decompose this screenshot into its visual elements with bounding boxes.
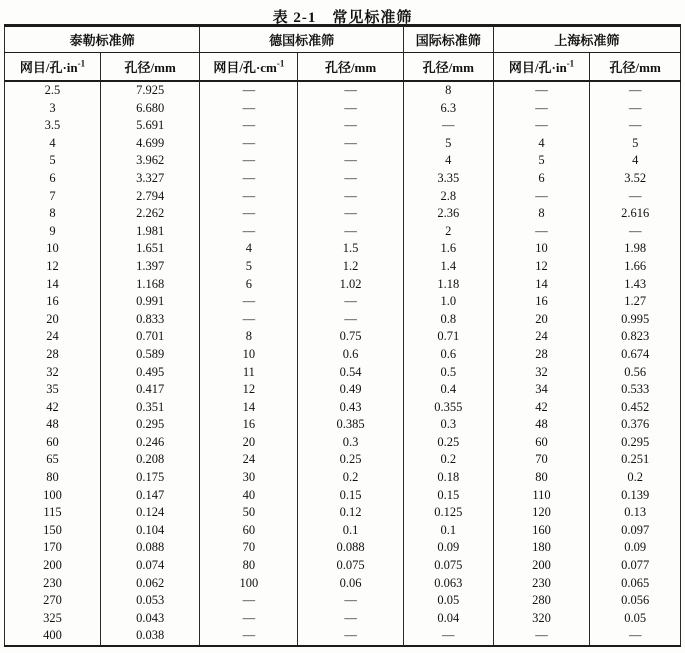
- table-cell: 0.56: [590, 364, 681, 382]
- table-cell: 100: [200, 575, 298, 593]
- table-cell: —: [493, 100, 590, 118]
- table-cell: —: [298, 100, 403, 118]
- table-cell: —: [298, 81, 403, 100]
- table-cell: 0.097: [590, 522, 681, 540]
- table-cell: 5: [590, 135, 681, 153]
- table-cell: 60: [200, 522, 298, 540]
- table-cell: 14: [200, 399, 298, 417]
- table-cell: 0.147: [100, 487, 199, 505]
- table-cell: 0.2: [590, 469, 681, 487]
- table-cell: —: [493, 627, 590, 646]
- table-cell: 0.995: [590, 311, 681, 329]
- table-cell: 0.056: [590, 592, 681, 610]
- table-cell: —: [298, 135, 403, 153]
- col-header-shanghai-aperture: 孔径/mm: [590, 53, 681, 82]
- table-cell: 4: [590, 152, 681, 170]
- table-cell: 0.139: [590, 487, 681, 505]
- table-cell: 70: [493, 451, 590, 469]
- table-cell: 1.4: [403, 258, 493, 276]
- table-cell: 14: [493, 276, 590, 294]
- table-cell: 170: [43, 540, 62, 555]
- table-cell: 270: [43, 593, 62, 608]
- table-cell: 12: [46, 258, 59, 273]
- table-cell: —: [200, 81, 298, 100]
- table-cell: 1.981: [100, 223, 199, 241]
- table-cell: 20: [200, 434, 298, 452]
- table-cell: 30: [200, 469, 298, 487]
- table-cell: 2.262: [100, 205, 199, 223]
- table-row: [5, 399, 681, 417]
- table-cell: 1.27: [590, 293, 681, 311]
- table-row: [5, 328, 681, 346]
- table-cell: 0.49: [298, 381, 403, 399]
- table-cell: 0.495: [100, 364, 199, 382]
- table-cell: —: [200, 610, 298, 628]
- table-cell: 10: [46, 241, 59, 256]
- table-cell: 1.18: [403, 276, 493, 294]
- table-row: [5, 188, 681, 206]
- table-cell: —: [298, 610, 403, 628]
- table-cell: 0.065: [590, 575, 681, 593]
- table-cell: 28: [493, 346, 590, 364]
- table-row: [5, 522, 681, 540]
- table-cell: 10: [200, 346, 298, 364]
- table-cell: 8: [493, 205, 590, 223]
- table-cell: —: [298, 170, 403, 188]
- table-cell: 325: [43, 610, 62, 625]
- table-cell: 16: [493, 293, 590, 311]
- table-cell: 0.6: [403, 346, 493, 364]
- col-header-international-aperture: 孔径/mm: [403, 53, 493, 82]
- table-cell: 1.397: [100, 258, 199, 276]
- table-cell: 8: [200, 328, 298, 346]
- table-cell: 2.5: [44, 83, 61, 97]
- table-cell: —: [403, 117, 493, 135]
- table-cell: —: [493, 223, 590, 241]
- table-cell: 0.18: [403, 469, 493, 487]
- table-cell: 80: [46, 470, 59, 485]
- table-cell: 0.991: [100, 293, 199, 311]
- table-cell: 0.376: [590, 416, 681, 434]
- table-cell: 42: [46, 399, 59, 414]
- table-cell: 5: [200, 258, 298, 276]
- table-cell: 200: [493, 557, 590, 575]
- table-cell: 48: [493, 416, 590, 434]
- table-cell: 200: [43, 558, 62, 573]
- table-cell: 2.36: [403, 205, 493, 223]
- table-cell: 12: [493, 258, 590, 276]
- table-cell: 180: [493, 539, 590, 557]
- table-cell: 6: [200, 276, 298, 294]
- group-header-international: 国际标准筛: [403, 26, 493, 53]
- table-cell: —: [403, 627, 493, 646]
- table-cell: 0.077: [590, 557, 681, 575]
- table-cell: 11: [200, 364, 298, 382]
- table-cell: 1.66: [590, 258, 681, 276]
- table-row: [5, 100, 681, 118]
- table-cell: 16: [46, 294, 59, 309]
- table-cell: 1.43: [590, 276, 681, 294]
- table-cell: 0.075: [403, 557, 493, 575]
- table-cell: 0.351: [100, 399, 199, 417]
- table-cell: 0.3: [298, 434, 403, 452]
- table-cell: 35: [46, 382, 59, 397]
- table-row: [5, 223, 681, 241]
- table-cell: 2.8: [403, 188, 493, 206]
- table-cell: 6: [49, 170, 56, 185]
- table-cell: —: [493, 188, 590, 206]
- table-cell: 24: [46, 329, 59, 344]
- table-cell: 0.355: [403, 399, 493, 417]
- table-cell: 4.699: [100, 135, 199, 153]
- table-cell: 1.651: [100, 240, 199, 258]
- table-row: [5, 610, 681, 628]
- table-cell: 0.075: [298, 557, 403, 575]
- table-cell: —: [298, 188, 403, 206]
- table-cell: 1.168: [100, 276, 199, 294]
- table-cell: 0.063: [403, 575, 493, 593]
- table-cell: —: [590, 81, 681, 100]
- table-cell: —: [200, 293, 298, 311]
- table-cell: —: [200, 311, 298, 329]
- table-cell: 3.35: [403, 170, 493, 188]
- table-cell: 150: [43, 522, 62, 537]
- table-title: 表 2-1 常见标准筛: [272, 10, 413, 26]
- table-cell: —: [200, 188, 298, 206]
- table-cell: 20: [493, 311, 590, 329]
- table-cell: 5: [493, 152, 590, 170]
- table-row: [5, 152, 681, 170]
- table-cell: 65: [46, 452, 59, 467]
- table-row: [5, 293, 681, 311]
- table-cell: 6.3: [403, 100, 493, 118]
- table-cell: 1.2: [298, 258, 403, 276]
- table-cell: —: [590, 627, 681, 646]
- table-cell: —: [298, 627, 403, 646]
- table-cell: 10: [493, 240, 590, 258]
- table-cell: 0.385: [298, 416, 403, 434]
- table-row: [5, 469, 681, 487]
- table-cell: 230: [43, 575, 62, 590]
- table-cell: —: [200, 223, 298, 241]
- table-cell: 5: [49, 153, 56, 168]
- table-cell: —: [298, 152, 403, 170]
- table-cell: 3.52: [590, 170, 681, 188]
- table-cell: 5.691: [100, 117, 199, 135]
- table-cell: 40: [200, 487, 298, 505]
- table-cell: 60: [46, 434, 59, 449]
- table-cell: 3: [49, 100, 56, 115]
- table-row: [5, 557, 681, 575]
- group-header-taylor: 泰勒标准筛: [5, 26, 200, 53]
- table-cell: 8: [49, 206, 56, 221]
- table-cell: 50: [200, 504, 298, 522]
- table-cell: —: [298, 592, 403, 610]
- table-cell: 9: [49, 223, 56, 238]
- table-cell: 0.13: [590, 504, 681, 522]
- col-header-shanghai-mesh: 网目/孔$\cdot in^{-1}$: [493, 53, 590, 82]
- table-cell: 0.05: [403, 592, 493, 610]
- table-cell: 5: [403, 135, 493, 153]
- table-cell: 0.04: [403, 610, 493, 628]
- table-row: [5, 487, 681, 505]
- table-cell: —: [298, 117, 403, 135]
- table-cell: 0.06: [298, 575, 403, 593]
- table-cell: —: [298, 205, 403, 223]
- table-cell: 3.962: [100, 152, 199, 170]
- table-row: [5, 81, 681, 100]
- table-cell: 160: [493, 522, 590, 540]
- table-cell: 8: [403, 81, 493, 100]
- table-row: [5, 539, 681, 557]
- table-cell: —: [200, 170, 298, 188]
- table-cell: 0.452: [590, 399, 681, 417]
- table-cell: 0.09: [590, 539, 681, 557]
- table-cell: —: [200, 205, 298, 223]
- table-cell: —: [200, 627, 298, 646]
- table-row: [5, 416, 681, 434]
- table-cell: 0.3: [403, 416, 493, 434]
- table-cell: 0.25: [403, 434, 493, 452]
- table-cell: 3.5: [44, 118, 61, 133]
- table-cell: —: [200, 135, 298, 153]
- table-cell: —: [493, 81, 590, 100]
- table-row: [5, 170, 681, 188]
- column-header-row: [5, 53, 681, 82]
- table-cell: 0.71: [403, 328, 493, 346]
- table-cell: 0.12: [298, 504, 403, 522]
- table-row: [5, 434, 681, 452]
- table-cell: 0.6: [298, 346, 403, 364]
- table-cell: 320: [493, 610, 590, 628]
- table-cell: —: [298, 311, 403, 329]
- table-cell: 7: [49, 188, 56, 203]
- table-row: [5, 575, 681, 593]
- table-cell: 42: [493, 399, 590, 417]
- table-cell: 0.15: [298, 487, 403, 505]
- table-body: [5, 81, 681, 646]
- table-row: [5, 364, 681, 382]
- standard-sieve-table: [4, 24, 681, 647]
- table-cell: 0.1: [403, 522, 493, 540]
- table-cell: 0.124: [100, 504, 199, 522]
- table-row: [5, 592, 681, 610]
- table-cell: 2: [403, 223, 493, 241]
- table-cell: 20: [46, 311, 59, 326]
- table-cell: 400: [43, 628, 62, 643]
- table-row: [5, 504, 681, 522]
- table-cell: 0.246: [100, 434, 199, 452]
- table-cell: 0.043: [100, 610, 199, 628]
- table-cell: 1.98: [590, 240, 681, 258]
- table-cell: 7.925: [100, 81, 199, 100]
- table-cell: 0.75: [298, 328, 403, 346]
- table-row: [5, 346, 681, 364]
- table-cell: —: [298, 223, 403, 241]
- table-row: [5, 117, 681, 135]
- table-cell: 100: [43, 487, 62, 502]
- table-cell: 0.701: [100, 328, 199, 346]
- table-cell: 0.175: [100, 469, 199, 487]
- table-row: [5, 135, 681, 153]
- table-cell: 0.038: [100, 627, 199, 646]
- table-cell: —: [493, 117, 590, 135]
- table-row: [5, 240, 681, 258]
- table-cell: 80: [493, 469, 590, 487]
- table-cell: —: [200, 100, 298, 118]
- table-cell: 12: [200, 381, 298, 399]
- table-cell: 0.25: [298, 451, 403, 469]
- table-cell: 0.05: [590, 610, 681, 628]
- table-cell: 0.15: [403, 487, 493, 505]
- table-cell: 24: [493, 328, 590, 346]
- table-row: [5, 381, 681, 399]
- col-header-taylor-mesh: 网目/孔$\cdot in^{-1}$: [5, 53, 101, 82]
- table-cell: —: [590, 188, 681, 206]
- table-cell: 0.4: [403, 381, 493, 399]
- table-cell: 1.02: [298, 276, 403, 294]
- table-cell: 34: [493, 381, 590, 399]
- table-cell: 16: [200, 416, 298, 434]
- table-cell: 32: [493, 364, 590, 382]
- table-cell: 0.674: [590, 346, 681, 364]
- table-cell: 0.104: [100, 522, 199, 540]
- table-cell: 0.823: [590, 328, 681, 346]
- table-cell: 0.295: [590, 434, 681, 452]
- table-cell: 0.5: [403, 364, 493, 382]
- table-cell: 0.54: [298, 364, 403, 382]
- table-cell: 6: [493, 170, 590, 188]
- table-cell: 6.680: [100, 100, 199, 118]
- table-cell: 0.43: [298, 399, 403, 417]
- table-cell: 0.589: [100, 346, 199, 364]
- table-cell: 32: [46, 364, 59, 379]
- table-row: [5, 258, 681, 276]
- group-header-german: 德国标准筛: [200, 26, 403, 53]
- table-cell: 28: [46, 346, 59, 361]
- table-cell: 70: [200, 539, 298, 557]
- table-cell: 4: [200, 240, 298, 258]
- table-cell: 115: [43, 505, 62, 520]
- table-cell: 0.062: [100, 575, 199, 593]
- table-cell: 0.1: [298, 522, 403, 540]
- table-cell: 0.053: [100, 592, 199, 610]
- table-cell: —: [590, 117, 681, 135]
- table-cell: 0.125: [403, 504, 493, 522]
- table-cell: 0.533: [590, 381, 681, 399]
- table-row: [5, 205, 681, 223]
- table-cell: 110: [493, 487, 590, 505]
- table-cell: 120: [493, 504, 590, 522]
- col-header-german-mesh: 网目/孔$\cdot cm^{-1}$: [200, 53, 298, 82]
- table-cell: —: [200, 117, 298, 135]
- table-cell: —: [200, 152, 298, 170]
- table-cell: 0.088: [298, 539, 403, 557]
- table-cell: 2.616: [590, 205, 681, 223]
- table-cell: 0.251: [590, 451, 681, 469]
- group-header-shanghai: 上海标准筛: [493, 26, 680, 53]
- table-cell: —: [590, 223, 681, 241]
- group-header-row: [5, 26, 681, 53]
- table-cell: —: [590, 100, 681, 118]
- table-cell: 1.5: [298, 240, 403, 258]
- table-cell: 2.794: [100, 188, 199, 206]
- table-cell: 3.327: [100, 170, 199, 188]
- table-cell: 24: [200, 451, 298, 469]
- table-cell: 0.417: [100, 381, 199, 399]
- table-cell: 0.088: [100, 539, 199, 557]
- table-row: [5, 311, 681, 329]
- table-cell: 14: [46, 276, 59, 291]
- table-row: [5, 276, 681, 294]
- table-cell: 0.8: [403, 311, 493, 329]
- table-cell: 0.2: [298, 469, 403, 487]
- table-cell: 0.074: [100, 557, 199, 575]
- table-cell: 1.0: [403, 293, 493, 311]
- table-cell: 60: [493, 434, 590, 452]
- table-cell: 0.2: [403, 451, 493, 469]
- table-cell: —: [298, 293, 403, 311]
- col-header-taylor-aperture: 孔径/mm: [100, 53, 199, 82]
- table-cell: 4: [493, 135, 590, 153]
- table-cell: 0.295: [100, 416, 199, 434]
- table-row: [5, 627, 681, 646]
- table-cell: 0.833: [100, 311, 199, 329]
- table-cell: 48: [46, 417, 59, 432]
- table-cell: —: [200, 592, 298, 610]
- table-cell: 4: [403, 152, 493, 170]
- table-cell: 0.09: [403, 539, 493, 557]
- table-cell: 80: [200, 557, 298, 575]
- table-cell: 280: [493, 592, 590, 610]
- table-cell: 230: [493, 575, 590, 593]
- table-cell: 4: [49, 135, 56, 150]
- table-cell: 1.6: [403, 240, 493, 258]
- table-cell: 0.208: [100, 451, 199, 469]
- table-row: [5, 451, 681, 469]
- col-header-german-aperture: 孔径/mm: [298, 53, 403, 82]
